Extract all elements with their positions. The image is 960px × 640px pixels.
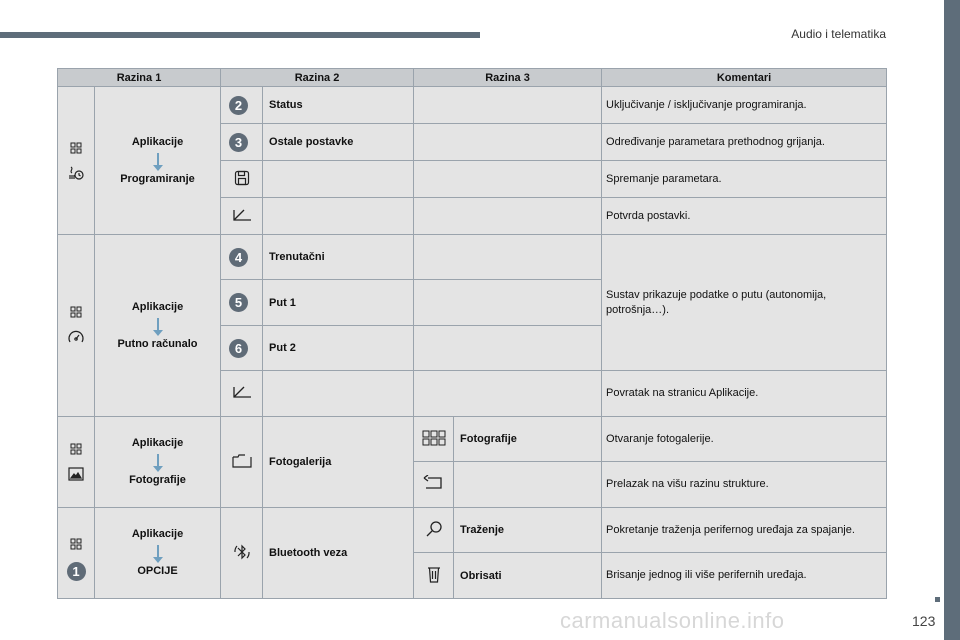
level2-label: Ostale postavke <box>263 124 414 161</box>
comment: Pokretanje traženja perifernog uređaja za spajanje. <box>602 508 887 553</box>
menu-table <box>57 68 887 599</box>
search-cell <box>414 508 454 553</box>
heating-clock-icon <box>68 166 84 180</box>
badge: 4 <box>229 248 248 267</box>
header-level1: Razina 1 <box>58 69 221 87</box>
bluetooth-cell <box>221 508 263 599</box>
group3-icons <box>58 417 95 508</box>
header-level2: Razina 2 <box>221 69 414 87</box>
apps-icon <box>70 538 82 550</box>
section-title: Audio i telematika <box>791 27 886 41</box>
side-bar <box>944 0 960 640</box>
group4-level1 <box>95 508 221 599</box>
level2-label: Bluetooth veza <box>263 508 414 599</box>
group1-level1 <box>95 87 221 235</box>
level2-label: Put 2 <box>263 326 414 371</box>
back-cell <box>221 198 263 235</box>
bluetooth-icon <box>233 543 251 561</box>
group2-top-label: Aplikacije <box>131 300 184 313</box>
grid-cell <box>414 417 454 462</box>
gallery-cell <box>221 417 263 508</box>
level2-label: Trenutačni <box>263 235 414 280</box>
level3-label: Fotografije <box>454 417 602 462</box>
back-arrow-icon <box>231 207 253 223</box>
comment: Potvrda postavki. <box>602 198 887 235</box>
return-cell <box>414 462 454 508</box>
level3-label: Obrisati <box>454 553 602 599</box>
save-cell <box>221 161 263 198</box>
badge: 2 <box>229 96 248 115</box>
photo-icon <box>68 467 84 481</box>
comment: Određivanje parametara prethodnog grijanja. <box>602 124 887 161</box>
level3-label: Traženje <box>454 508 602 553</box>
group4-bottom-label: OPCIJE <box>137 565 178 577</box>
group3-top-label: Aplikacije <box>131 437 184 449</box>
page-number: 123 <box>912 613 936 629</box>
save-icon <box>234 170 250 186</box>
back-cell <box>221 371 263 417</box>
badge: 1 <box>67 562 86 581</box>
watermark: carmanualsonline.info <box>560 608 785 633</box>
group4-top-label: Aplikacije <box>131 528 184 540</box>
top-bar <box>0 32 480 38</box>
header-level3: Razina 3 <box>414 69 602 87</box>
badge: 5 <box>229 293 248 312</box>
badge: 6 <box>229 339 248 358</box>
group2-level1 <box>95 235 221 417</box>
group4-icons <box>58 508 95 599</box>
trash-cell <box>414 553 454 599</box>
apps-icon <box>70 443 82 455</box>
shared-comment: Sustav prikazuje podatke o putu (autonomija, potrošnja…). <box>602 235 887 371</box>
down-arrow-icon <box>157 545 159 561</box>
trash-icon <box>426 565 442 583</box>
comment: Uključivanje / isključivanje programiranja. <box>602 87 887 124</box>
trip-computer-icon <box>68 330 84 346</box>
group3-level1 <box>95 417 221 508</box>
comment: Spremanje parametara. <box>602 161 887 198</box>
gallery-icon <box>232 453 252 469</box>
group3-bottom-label: Fotografije <box>129 474 186 486</box>
down-arrow-icon <box>157 318 159 334</box>
level2-label: Put 1 <box>263 280 414 326</box>
back-arrow-icon <box>231 384 253 400</box>
down-arrow-icon <box>157 153 159 169</box>
comment: Prelazak na višu razinu strukture. <box>602 462 887 508</box>
comment: Otvaranje fotogalerije. <box>602 417 887 462</box>
header-comments: Komentari <box>602 69 887 87</box>
search-icon <box>425 520 443 538</box>
level2-label: Fotogalerija <box>263 417 414 508</box>
group2-icons <box>58 235 95 417</box>
apps-icon <box>70 142 82 154</box>
comment: Povratak na stranicu Aplikacije. <box>602 371 887 417</box>
group2-bottom-label: Putno računalo <box>117 337 198 350</box>
badge: 3 <box>229 133 248 152</box>
apps-icon <box>70 306 82 318</box>
group1-icons <box>58 87 95 235</box>
group1-bottom-label: Programiranje <box>120 172 195 185</box>
page-dot <box>935 597 940 602</box>
group1-top-label: Aplikacije <box>131 135 184 148</box>
down-arrow-icon <box>157 454 159 470</box>
comment: Brisanje jednog ili više perifernih uređaja. <box>602 553 887 599</box>
return-icon <box>423 475 445 491</box>
grid-icon <box>422 430 446 446</box>
level2-label: Status <box>263 87 414 124</box>
